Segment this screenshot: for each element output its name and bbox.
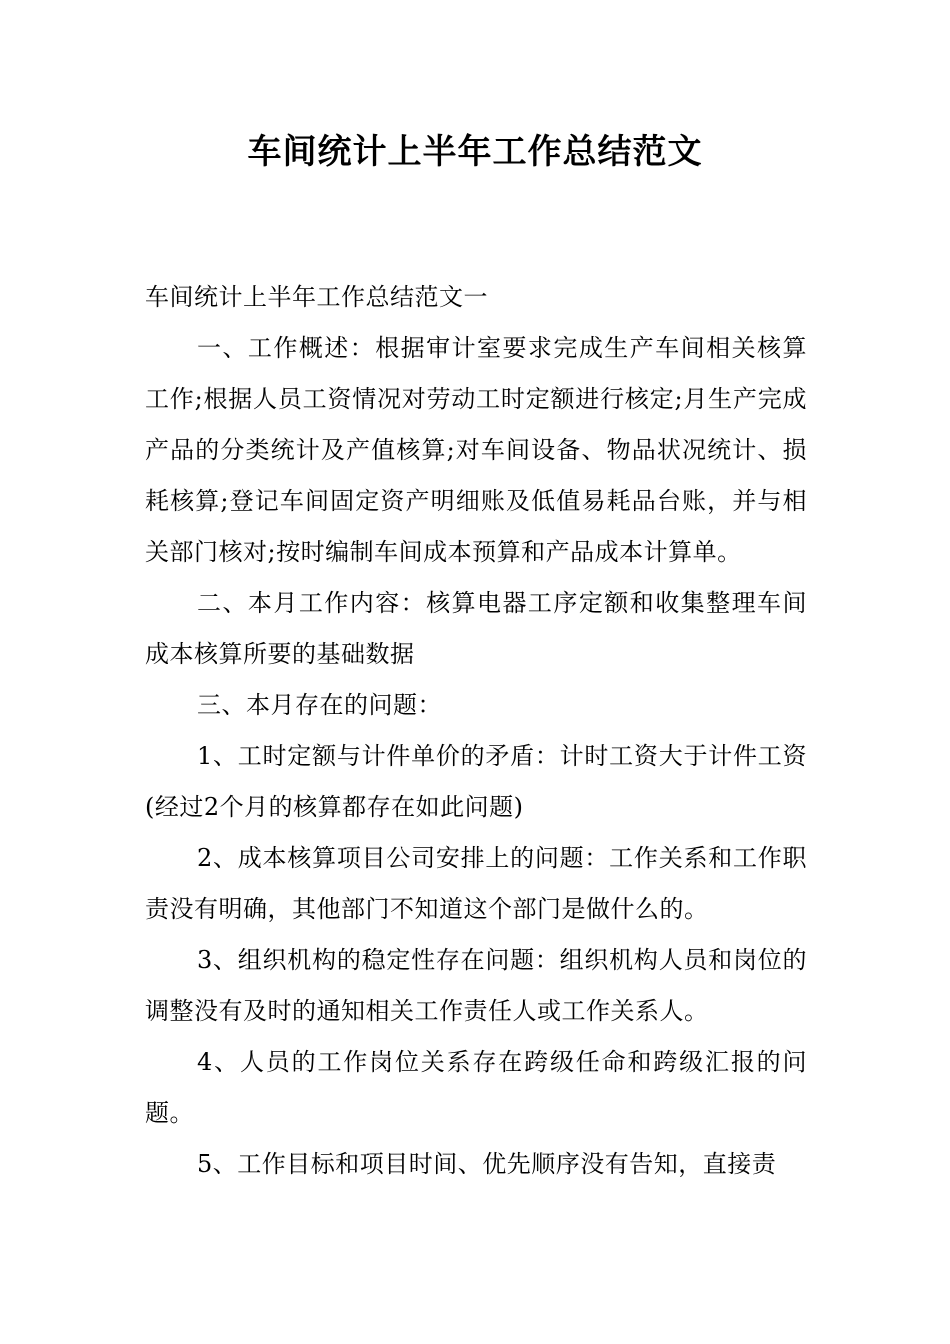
paragraph-problem-2: 2、成本核算项目公司安排上的问题：工作关系和工作职责没有明确，其他部门不知道这个部门是做什么的。 [145, 844, 807, 923]
paragraph-month-work: 二、本月工作内容：核算电器工序定额和收集整理车间成本核算所要的基础数据 [145, 589, 807, 668]
paragraph-problem-3: 3、组织机构的稳定性存在问题：组织机构人员和岗位的调整没有及时的通知相关工作责任人或工作关系人。 [145, 946, 807, 1025]
paragraph-problems-heading: 三、本月存在的问题： [197, 691, 442, 719]
paragraph-work-overview: 一、工作概述：根据审计室要求完成生产车间相关核算工作;根据人员工资情况对劳动工时定额进行核定;月生产完成产品的分类统计及产值核算;对车间设备、物品状况统计、损耗核算;登记车间固定资产明细账及低值易耗品台账，并与相关部门核对;按时编制车间成本预算和产品成本计算单。 [145, 334, 807, 566]
document-title: 车间统计上半年工作总结范文 [247, 132, 703, 172]
paragraph-problem-4: 4、人员的工作岗位关系存在跨级任命和跨级汇报的问题。 [145, 1048, 807, 1127]
paragraph-problem-5: 5、工作目标和项目时间、优先顺序没有告知，直接责 [197, 1150, 777, 1178]
paragraph-problem-1: 1、工时定额与计件单价的矛盾：计时工资大于计件工资(经过2个月的核算都存在如此问题) [145, 742, 807, 821]
document-body [145, 272, 807, 1190]
section-heading: 车间统计上半年工作总结范文一 [145, 283, 488, 311]
